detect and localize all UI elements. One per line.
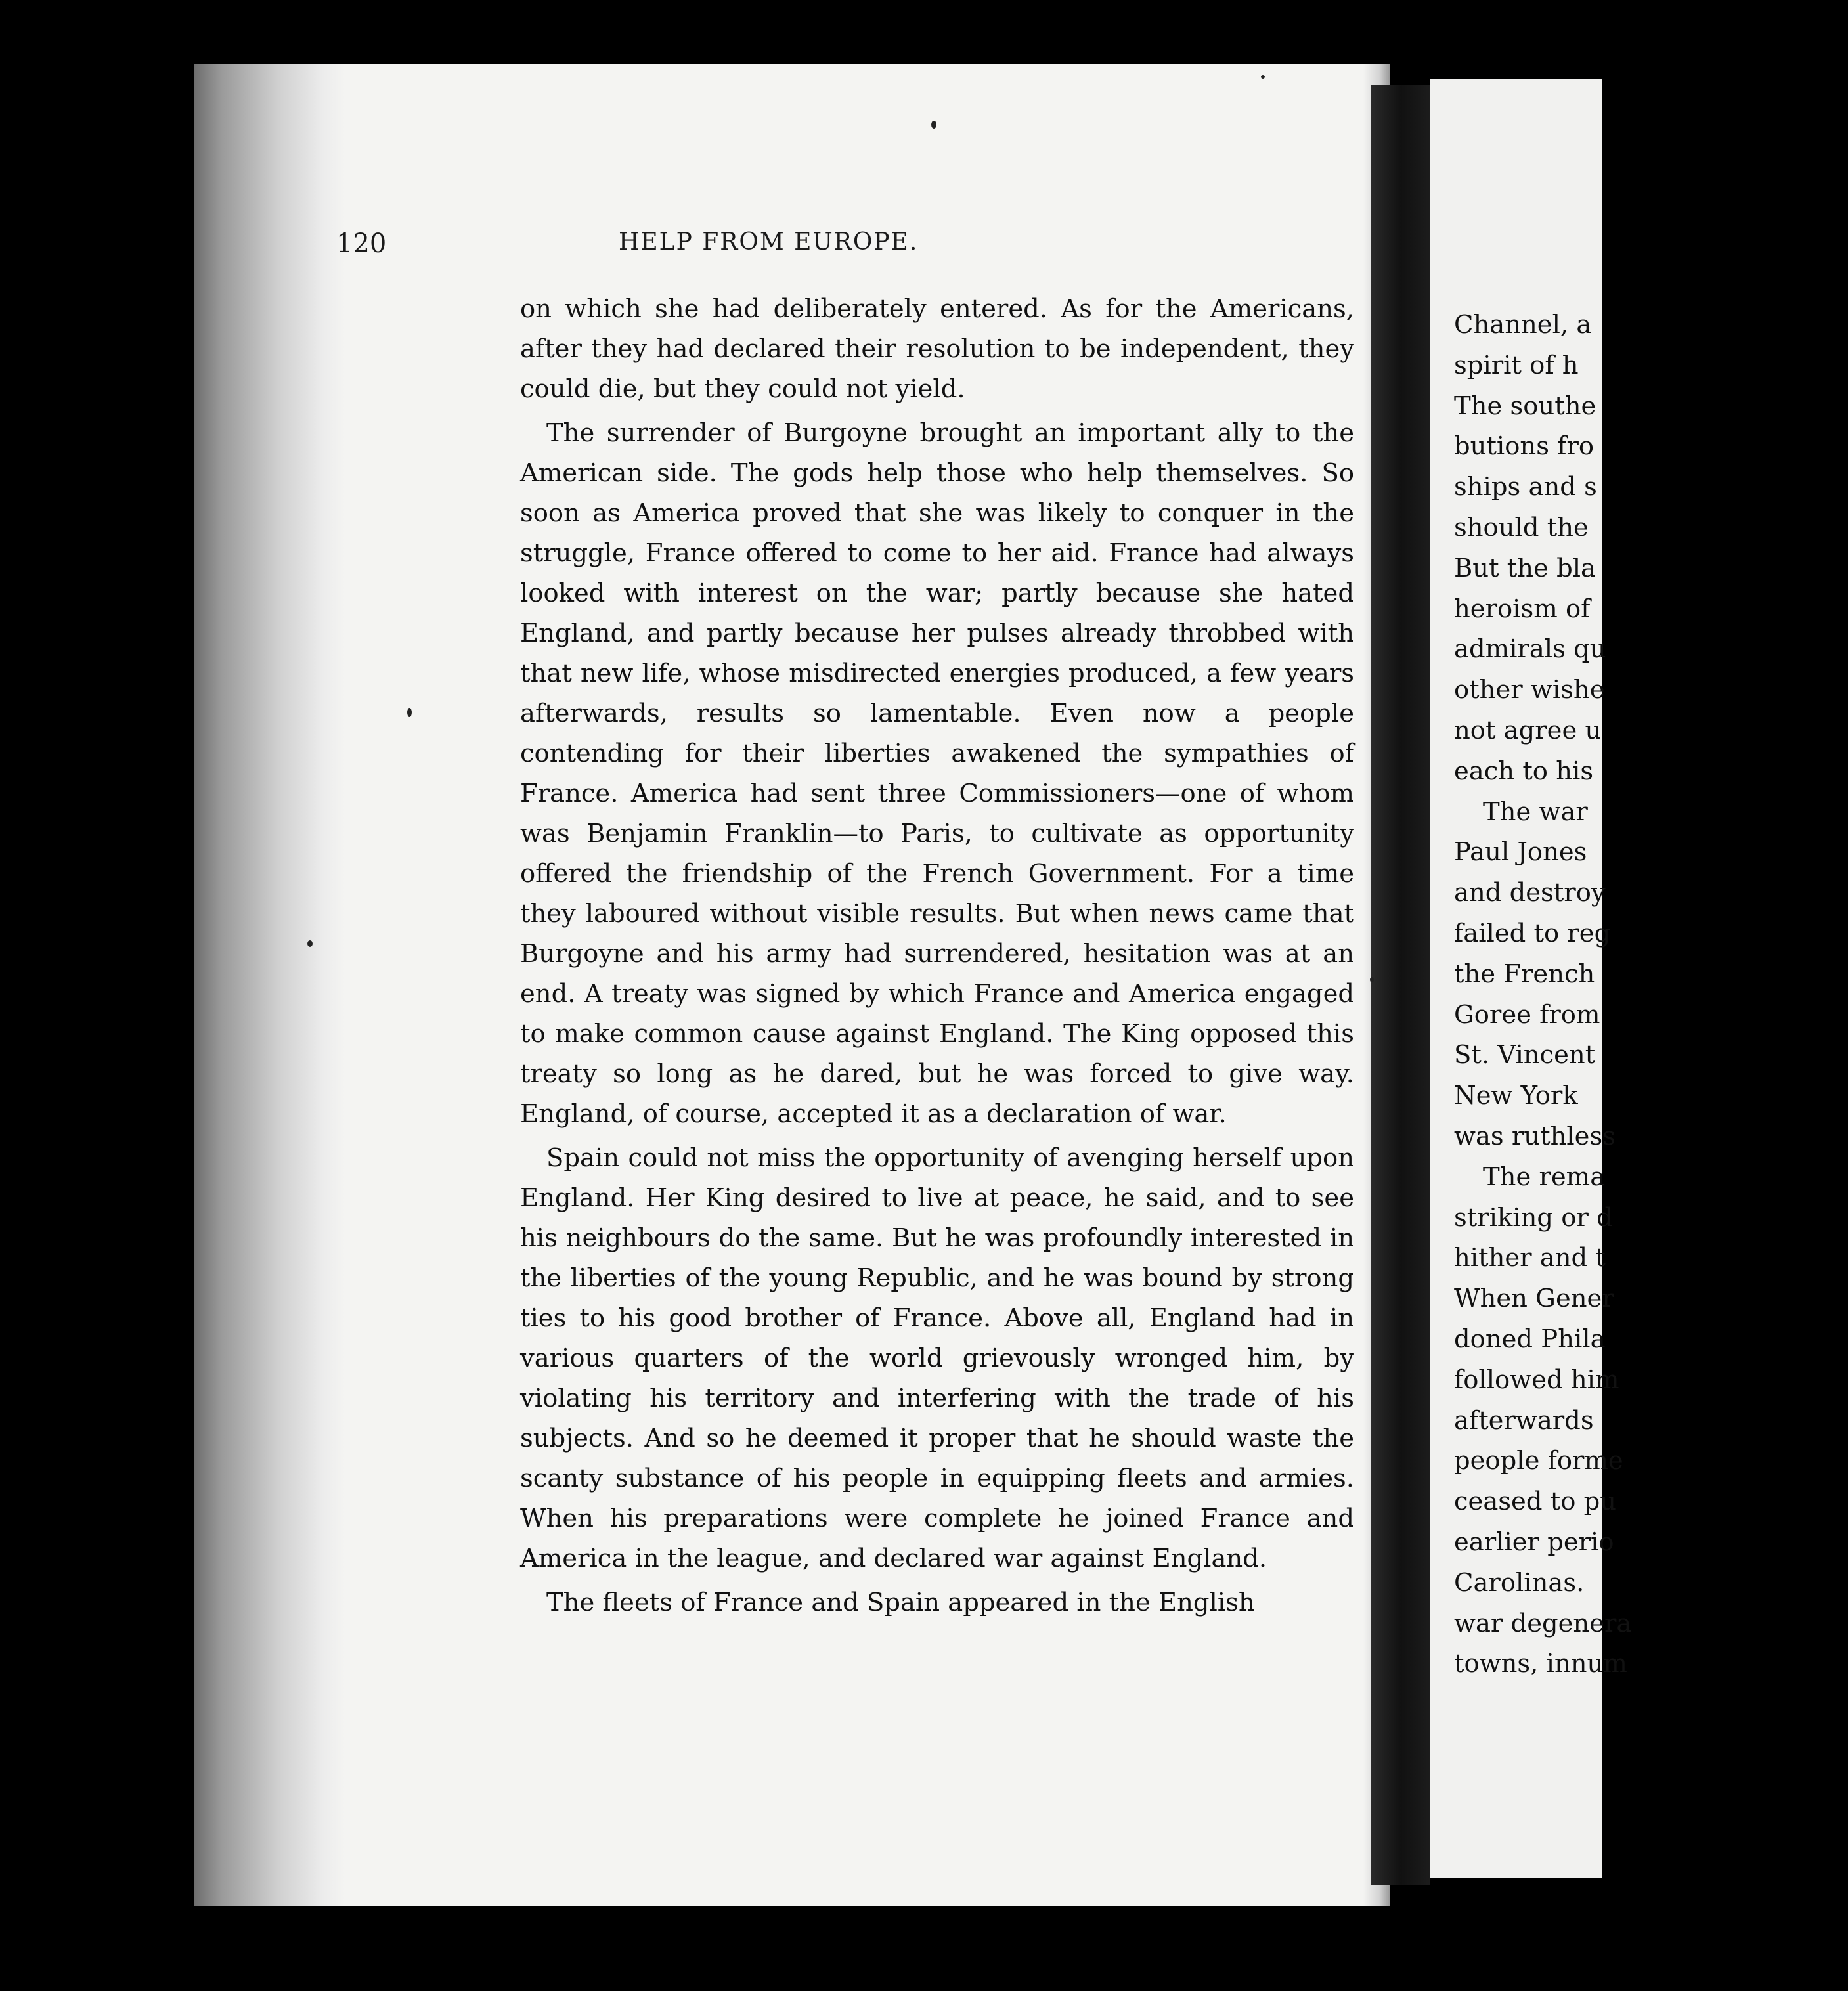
right-page-line: ceased to pu — [1454, 1487, 1617, 1517]
right-page-line: Carolinas. — [1454, 1567, 1585, 1598]
scan-speck — [407, 708, 412, 717]
right-page-line: But the bla — [1454, 553, 1596, 583]
right-page-line: The rema — [1483, 1162, 1606, 1192]
book-gutter — [1371, 85, 1430, 1885]
right-page-line: followed him — [1454, 1365, 1619, 1395]
right-page-line: not agree u — [1454, 715, 1602, 745]
right-page-line: and destroy — [1454, 878, 1606, 908]
right-page-line: afterwards — [1454, 1405, 1594, 1435]
running-title: HELP FROM EUROPE. — [619, 229, 919, 255]
running-head — [336, 229, 1334, 268]
right-page-line: earlier perio — [1454, 1527, 1614, 1557]
right-page-line: Paul Jones — [1454, 837, 1587, 867]
right-page-line: admirals qu — [1454, 634, 1606, 665]
right-page-line: was ruthless — [1454, 1121, 1616, 1151]
page-number: 120 — [336, 229, 387, 259]
right-page-line: heroism of — [1454, 594, 1591, 624]
right-page-line: hither and t — [1454, 1243, 1606, 1273]
right-page-line: war degenera — [1454, 1608, 1632, 1638]
right-page-line: the French — [1454, 959, 1595, 989]
right-page-fragment — [1430, 79, 1632, 1878]
paragraph: Spain could not miss the opportunity of avenging herself upon England. Her King desired to live at peace, he said, and to see his neighbours do the same. But he was profoundly interested in the liberties of the young Republic, and he was bound by strong ties to his good brother of France. Above all, England had in various quarters of the world grievously wronged him, by violating his territory and interfering with the trade of his subjects. And so he deemed it proper that he should waste the scanty substance of his people in equipping fleets and armies. When his preparations were complete he joined France and America in the league, and declared war against England. — [520, 1143, 1354, 1573]
right-page-line: other wishe — [1454, 675, 1605, 705]
right-page-line: Goree from — [1454, 999, 1600, 1030]
scan-speck — [307, 940, 313, 947]
right-page-line: spirit of h — [1454, 350, 1579, 380]
right-page-line: When Gener — [1454, 1284, 1614, 1314]
right-page-line: striking or d — [1454, 1202, 1613, 1233]
right-page-line: Channel, a — [1454, 310, 1592, 339]
right-page-line: failed to reg — [1454, 918, 1611, 948]
paragraph: on which she had deliberately entered. As for the Americans, after they had declared their resolution to be independent, they could die, but they could not yield. — [520, 294, 1354, 404]
right-page-line: ships and s — [1454, 472, 1597, 502]
right-page-line: butions fro — [1454, 431, 1595, 462]
right-page-line: doned Phila — [1454, 1324, 1606, 1354]
scan-speck — [931, 121, 936, 129]
scan-speck — [1261, 75, 1265, 79]
paragraph: The surrender of Burgoyne brought an important ally to the American side. The gods help those who help themselves. So soon as America proved that she was likely to conquer in the struggle, France offered to come to her aid. France had always looked with interest on the war; partly because she hated England, and partly because her pulses already throbbed with that new life, whose misdirected energies produced, a few years afterwards, results so lamentable. Even now a people contending for their liberties awakened the sympathies of France. America had sent three Commissioners—one of whom was Benjamin Franklin—to Paris, to cultivate as opportunity offered the friendship of the French Government. For a time they laboured without visible results. But when news came that Burgoyne and his army had surrendered, hesitation was at an end. A treaty was signed by which France and America engaged to make common cause against England. The King opposed this treaty so long as he dared, but he was forced to give way. England, of course, accepted it as a declaration of war. — [520, 418, 1354, 1129]
paragraph: The fleets of France and Spain appeared in the English — [546, 1588, 1255, 1617]
body-text — [520, 289, 1354, 1627]
scan-speck — [1370, 977, 1374, 982]
right-page-line: The southe — [1454, 391, 1596, 421]
right-page-line: The war — [1483, 797, 1588, 827]
right-page-line: towns, innum — [1454, 1649, 1627, 1679]
page-edge-shadow — [194, 64, 345, 1906]
right-page-line: should the — [1454, 512, 1589, 542]
right-page-line: St. Vincent — [1454, 1040, 1596, 1070]
right-page-line: New York — [1454, 1081, 1578, 1111]
right-page-line: people forme — [1454, 1446, 1623, 1476]
right-page-text — [1454, 305, 1848, 1684]
right-page-line: each to his — [1454, 756, 1594, 786]
